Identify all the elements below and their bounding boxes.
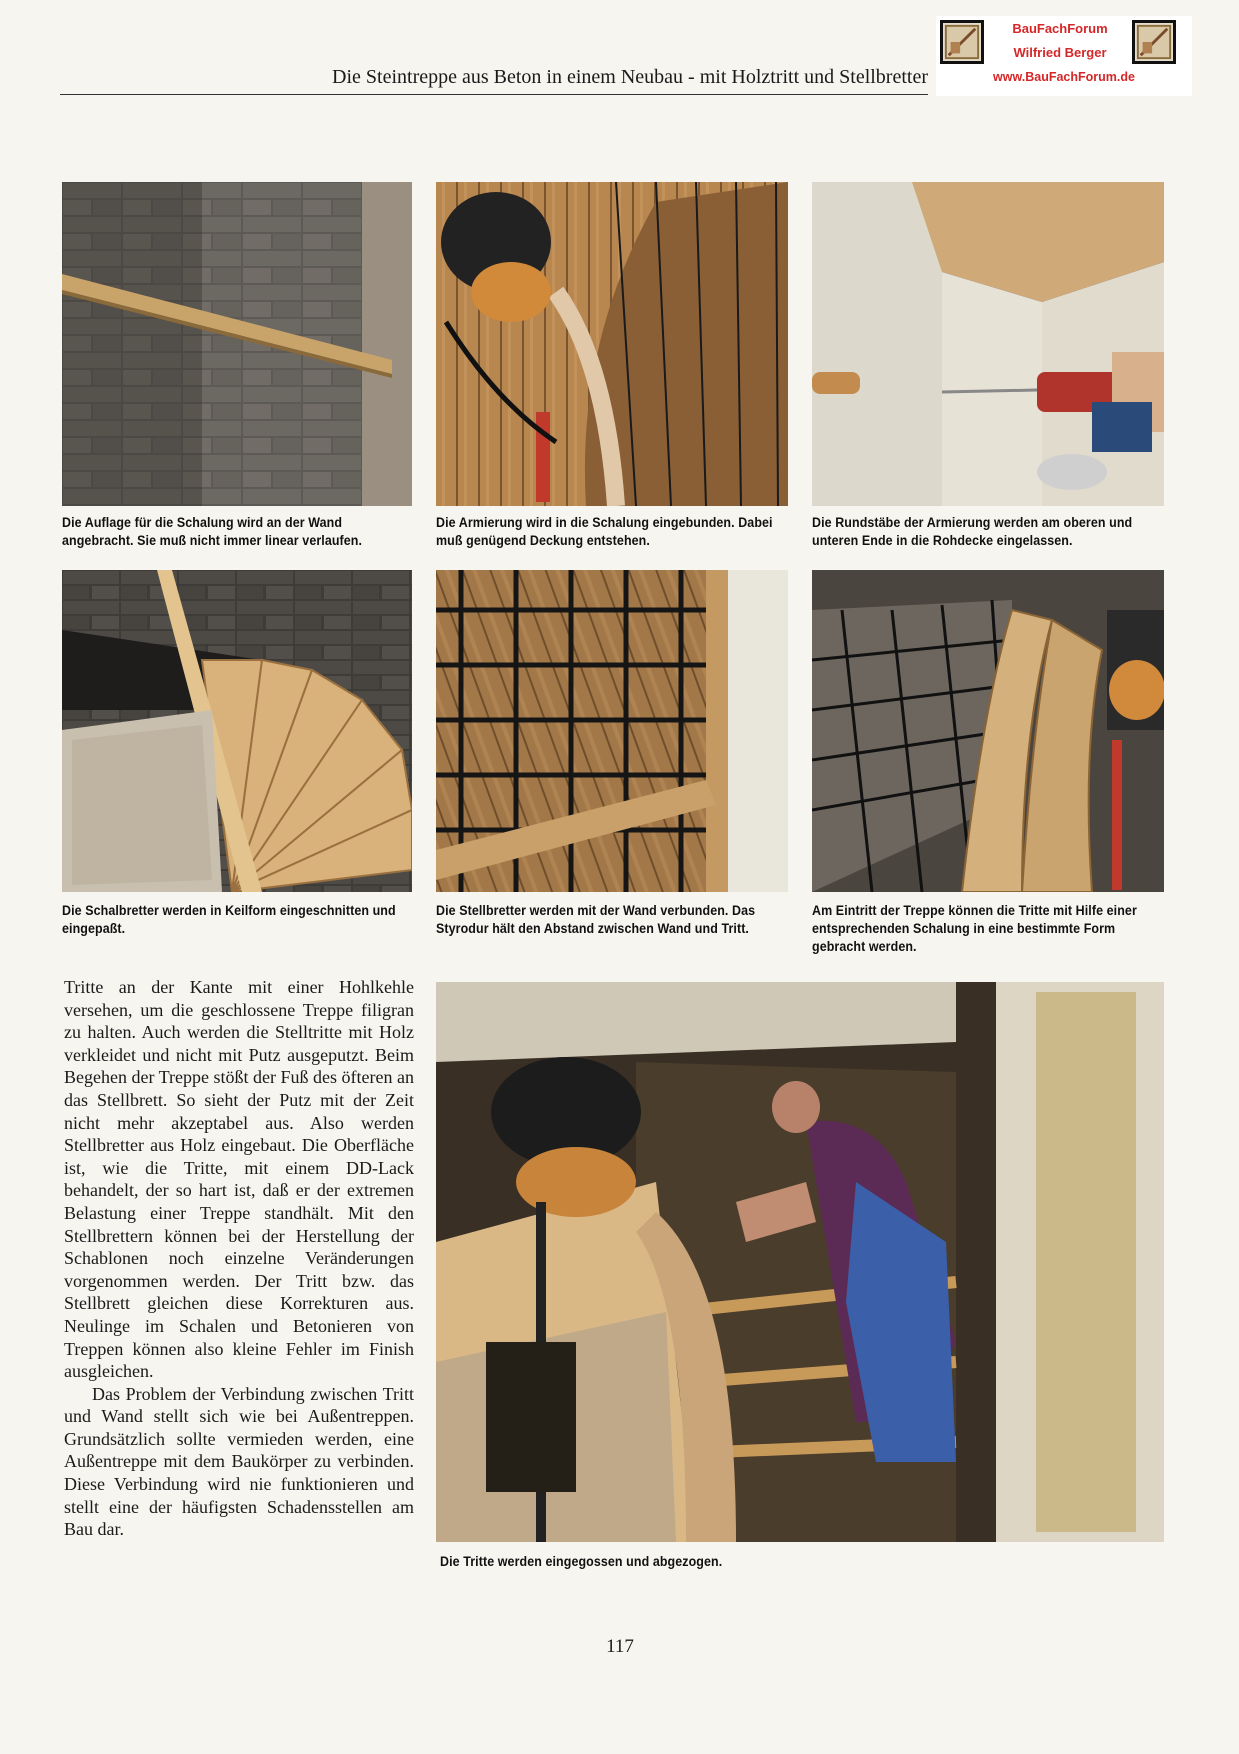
logo-url[interactable]: www.BauFachForum.de — [993, 70, 1135, 84]
photo-wedge-boards — [62, 570, 412, 892]
logo-title: BauFachForum — [1012, 21, 1108, 36]
figure-caption-3: Die Rundstäbe der Armierung werden am oberen und unteren Ende in die Rohdecke eingelassen. — [812, 515, 1133, 548]
page-number: 117 — [606, 1636, 634, 1657]
figure-caption-4: Die Schalbretter werden in Keilform eingeschnitten und eingepaßt. — [62, 903, 396, 936]
header-rule — [60, 94, 928, 95]
body-text — [64, 976, 414, 1541]
baufachforum-logo[interactable] — [936, 16, 1192, 96]
photo-drilling-ceiling — [812, 182, 1164, 506]
photo-entry-formwork — [812, 570, 1164, 892]
logo-author: Wilfried Berger — [1013, 45, 1107, 60]
figure-caption-1: Die Auflage für die Schalung wird an der Wand angebracht. Sie muß nicht immer linear verlaufen. — [62, 515, 363, 548]
photo-wall-support — [62, 182, 412, 506]
photo-reinforcement-formwork — [436, 182, 788, 506]
running-header: Die Steintreppe aus Beton in einem Neubau - mit Holztritt und Stellbretter — [332, 66, 928, 88]
body-paragraph-2: Das Problem der Verbindung zwischen Tritt und Wand stellt sich wie bei Außentreppen. Grundsätzlich sollte vermieden werden, eine Außentreppe mit dem Baukörper zu verbinden. Diese Verbindung wird nie funktionieren und stellt eine der häufigsten Schadensstellen am Bau dar. — [64, 1383, 414, 1540]
figure-caption-5: Die Stellbretter werden mit der Wand verbunden. Das Styrodur hält den Abstand zwischen Wand und Tritt. — [436, 903, 756, 936]
figure-caption-2: Die Armierung wird in die Schalung eingebunden. Dabei muß genügend Deckung entstehen. — [436, 515, 773, 548]
body-paragraph-1: Tritte an der Kante mit einer Hohlkehle versehen, um die geschlossene Treppe filigran zu halten. Auch werden die Stelltritte mit Holz verkleidet und nicht mit Putz ausgeputzt. Beim Begehen der Treppe stößt der Fuß des öfteren an das Stellbrett. So sieht der Putz mit der Zeit nicht mehr akzeptabel aus. Also werden Stellbretter aus Holz eingebaut. Die Oberfläche ist, wie die Tritte, mit einem DD-Lack behandelt, der so hart ist, daß er der extremen Belastung einer Treppe standhält. Mit den Stellbrettern können bei der Herstellung der Schablonen noch einzelne Veränderungen vorgenommen werden. Der Tritt bzw. das Stellbrett gleichen diese Korrekturen aus. Neulinge im Schalen und Betonieren von Treppen können also kleine Fehler im Finish ausgleichen. — [64, 977, 414, 1382]
figure-caption-7: Die Tritte werden eingegossen und abgezogen. — [440, 1554, 723, 1569]
logo-image-left — [940, 20, 984, 64]
photo-pouring-steps — [436, 982, 1164, 1542]
figure-caption-6: Am Eintritt der Treppe können die Tritte mit Hilfe einer entsprechenden Schalung in eine bestimmte Form gebracht werden. — [812, 903, 1137, 954]
logo-image-right — [1132, 20, 1176, 64]
photo-riser-boards-mesh — [436, 570, 788, 892]
